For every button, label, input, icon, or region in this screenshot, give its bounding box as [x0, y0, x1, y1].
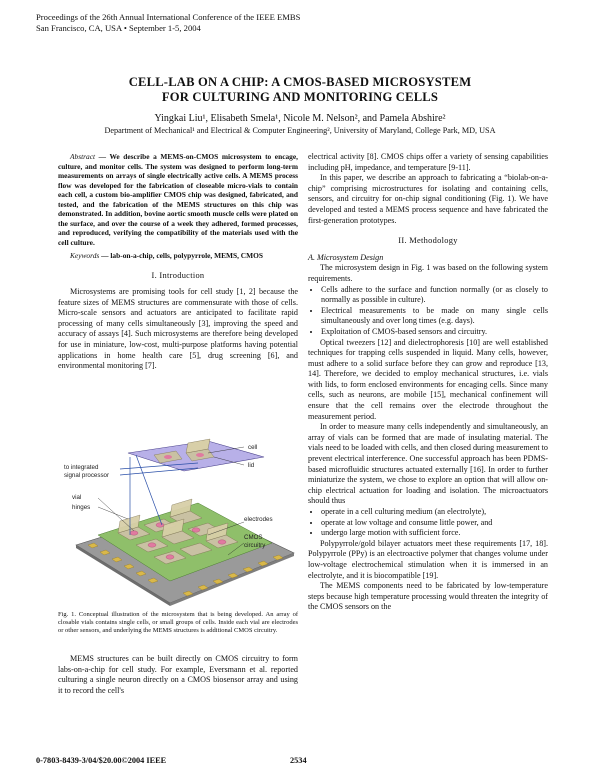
- keywords-text: — lab-on-a-chip, cells, polypyrrole, MEMS, CMOS: [99, 251, 263, 260]
- label-cmos-1: CMOS: [244, 534, 263, 541]
- list-item: • Cells adhere to the surface and function normally (or as closely to normally as possible in culture).: [321, 285, 548, 306]
- header-line-2: San Francisco, CA, USA • September 1-5, 2004: [36, 23, 201, 33]
- list-item: • operate at low voltage and consume little power, and: [321, 518, 548, 529]
- authors: Yingkai Liu¹, Elisabeth Smela¹, Nicole M. Nelson², and Pamela Abshire²: [154, 113, 446, 124]
- list-item: • Electrical measurements to be made on many single cells simultaneously and over long times (e.g. days).: [321, 306, 548, 327]
- label-vial: vial: [72, 494, 82, 501]
- figure-1-illustration: [58, 435, 298, 607]
- figure-1-caption: Fig. 1. Conceptual illustration of the microsystem that is being developed. An array of closable vials contains single cells, or small groups of cells. Inside each vial are electrodes or other sensors, and underlying the MEMS structures is additional CMOS circuitry.: [58, 611, 298, 635]
- section-heading-intro: I. Introduction: [151, 270, 205, 280]
- title-line-2: FOR CULTURING AND MONITORING CELLS: [161, 90, 439, 104]
- list-item: • undergo large motion with sufficient force.: [321, 528, 548, 539]
- list-item: • Exploitation of CMOS-based sensors and circuitry.: [321, 327, 548, 338]
- actuator-list: [308, 507, 548, 539]
- title-line-1: CELL-LAB ON A CHIP: A CMOS-BASED MICROSYSTEM: [128, 75, 472, 89]
- abstract-label: Abstract: [70, 152, 96, 161]
- keywords: [58, 251, 298, 261]
- right-paragraph-4: Optical tweezers [12] and dielectrophoresis [10] are well established techniques for trapping cells suspended in liquid. Many cells, however, must adhere to a solid surface before they can grow and reproduce [13, 14]. Therefore, we decided to employ mechanical structures, i.e. vials with lids, to form enclosed environments for encaging cells. Since many cells, such as neurons, are mobile [15], mechanical confinement will ensure that the cell remains over the electrode throughout the measurement period.: [308, 337, 548, 421]
- label-signal-1: to integrated: [64, 464, 99, 471]
- label-signal-2: signal processor: [64, 472, 110, 479]
- intro-paragraph-2: MEMS structures can be built directly on CMOS circuitry to form labs-on-a-chip for cell study. For example, Eversmann et al. reported culturing a single neuron directly on a CMOS biosensor array and using it to record the cell's: [58, 654, 298, 695]
- label-cell: cell: [248, 444, 258, 451]
- left-column: [58, 152, 298, 372]
- right-paragraph-2: In this paper, we describe an approach to fabricating a “biolab-on-a-chip” comprising microstructures for isolating and containing cells, sensors, and circuitry for on-chip signal conditioning (Fig. 1). We have developed and tested a MEMS process sequence and have fabricated the first-generation prototypes.: [308, 173, 548, 225]
- right-paragraph-1: electrical activity [8]. CMOS chips offer a variety of sensing capabilities including pH, impedance, and temperature [9-11].: [308, 152, 548, 172]
- section-heading-methodology: II. Methodology: [398, 236, 458, 246]
- figure-1: [58, 435, 298, 607]
- left-column-bottom: [58, 654, 298, 696]
- label-hinges: hinges: [72, 504, 91, 511]
- right-paragraph-3: The microsystem design in Fig. 1 was based on the following system requirements.: [308, 263, 548, 283]
- label-cmos-2: circuitry: [244, 542, 266, 549]
- paper-title: [0, 75, 600, 105]
- page-number: 2534: [290, 756, 307, 765]
- abstract: [58, 152, 298, 247]
- requirements-list: [308, 285, 548, 338]
- subsection-heading: A. Microsystem Design: [308, 252, 384, 262]
- affiliation: Department of Mechanical¹ and Electrical & Computer Engineering², University of Maryland, College Park, MD, USA: [104, 126, 496, 135]
- right-paragraph-7: The MEMS components need to be fabricated by low-temperature steps because high temperature processing would threaten the integrity of the CMOS sensors on the: [308, 581, 548, 612]
- proceedings-header: [36, 12, 300, 34]
- footer-copyright: 0-7803-8439-3/04/$20.00©2004 IEEE: [36, 756, 167, 765]
- keywords-label: Keywords: [70, 251, 100, 260]
- right-paragraph-6: Polypyrrole/gold bilayer actuators meet these requirements [17, 18]. Polypyrrole (PPy) is an electroactive polymer that changes volume under low-voltage electrochemical stimulation when it is immersed in an electrolyte, and it is biocompatible [19].: [308, 538, 548, 580]
- right-paragraph-5: In order to measure many cells independently and simultaneously, an array of vials can be formed that are made of insulating material. The vials need to be loaded with cells, and then closed during measurement to prevent electrical interference. One successful approach has been PDMS-based microfluidic structures actuated externally [16]. In order to further miniaturize the system, we chose to explore an option that will allow on-chip electrical actuation for loading and isolation. The microactuators should thus: [308, 422, 548, 506]
- abstract-text: — We describe a MEMS-on-CMOS microsystem to encage, culture, and monitor cells. The system was designed to perform long-term measurements on arrays of single electrically active cells. A MEMS process flow was developed for the fabrication of closeable micro-vials to contain each cell, a custom bio-amplifier CMOS chip was designed, fabricated, and tested, and the fabrication of the MEMS structures on this chip was demonstrated. In addition, bovine aortic smooth muscle cells were plated on the surface, and over the course of a week they adhered, formed processes, and reproduced, verifying the compatibility of the materials used with the cell culture.: [58, 152, 298, 247]
- label-lid: lid: [248, 462, 255, 469]
- header-line-1: Proceedings of the 26th Annual International Conference of the IEEE EMBS: [36, 12, 301, 22]
- label-electrodes: electrodes: [244, 516, 273, 523]
- intro-paragraph-1: Microsystems are promising tools for cell study [1, 2] because the feature sizes of MEMS structures are commensurate with those of cells. Micro-scale sensors and actuators are anticipated to facilitate rapid processing of many cells simultaneously [3], improving the speed and accuracy of assays [4]. Such microsystems are therefore being developed for use in miniature, low-cost, multi-purpose platforms having potential applications in home health care [5], drug screening [6], and environmental monitoring [7].: [58, 287, 298, 371]
- right-column: [308, 152, 548, 613]
- list-item: • operate in a cell culturing medium (an electrolyte),: [321, 507, 548, 518]
